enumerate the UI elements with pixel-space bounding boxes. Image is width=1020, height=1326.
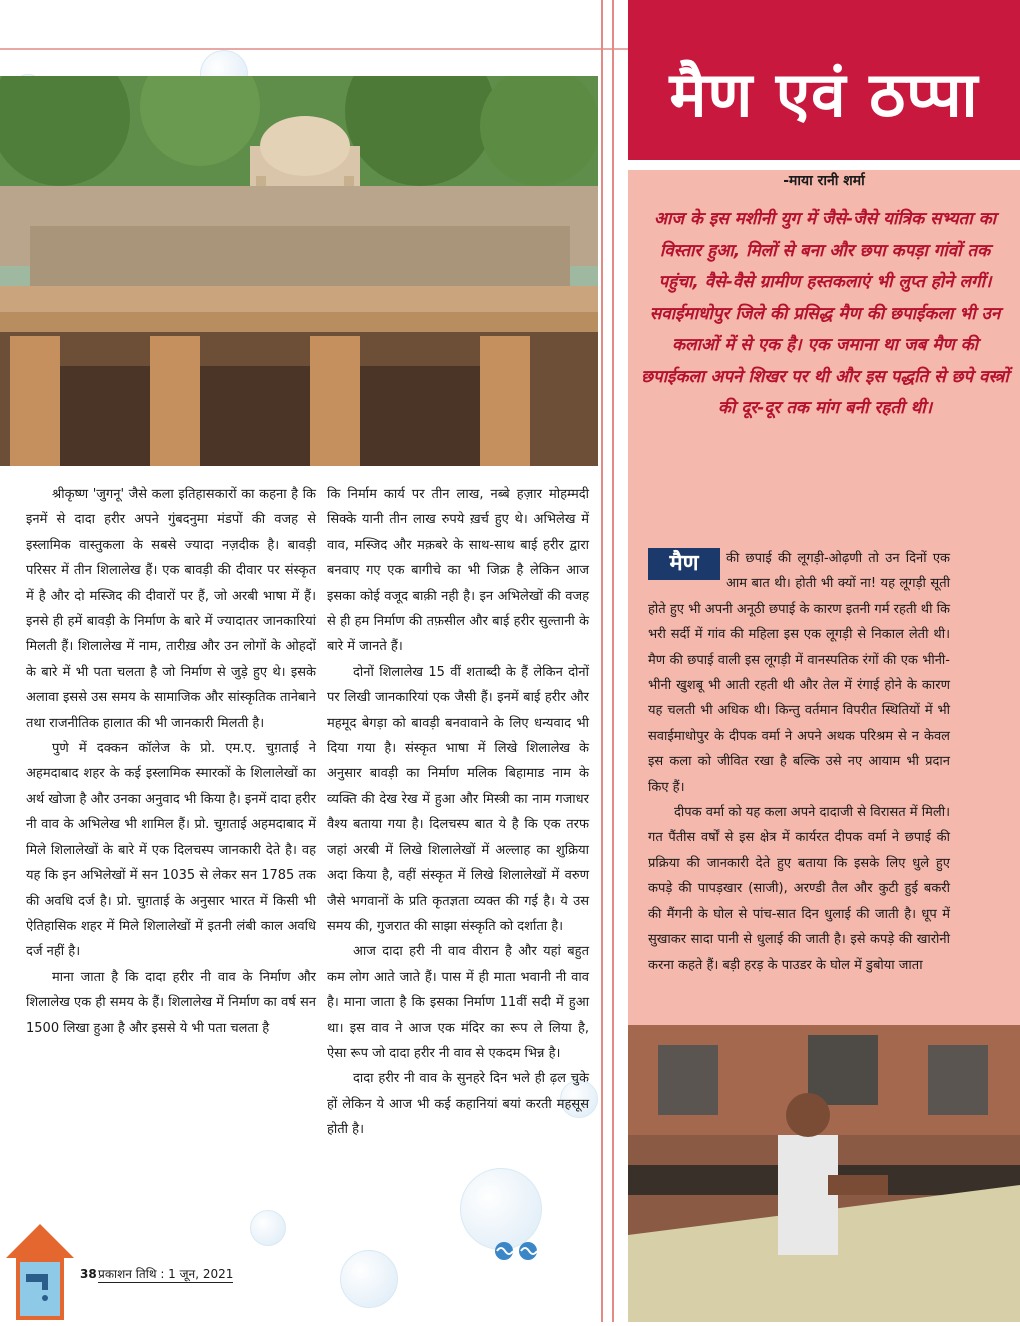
title-band	[628, 0, 1020, 160]
stepwell-photo	[0, 76, 598, 466]
bubble-decoration	[250, 1210, 286, 1246]
middle-column	[327, 482, 589, 1143]
paragraph: आज दादा हरी नी वाव वीरान है और यहां बहुत कम लोग आते जाते हैं। पास में ही माता भवानी नी वाव है। माना जाता है कि इसका निर्माण 11वीं सदी में हुआ था। इस वाव ने आज एक मंदिर का रूप ले लिया है, ऐसा रूप जो दादा हरीर नी वाव से एकदम भिन्न है।	[327, 944, 589, 1061]
bubble-decoration	[340, 1250, 398, 1308]
printing-workshop-photo	[628, 1025, 1020, 1322]
paragraph: पुणे में दक्कन कॉलेज के प्रो. एम.ए. चुग़ताई ने अहमदाबाद शहर के कई इस्लामिक स्मारकों के शिलालेखों का अर्थ खोजा है और उनका अनुवाद भी किया है। इनमें दादा हरीर नी वाव के अभिलेख भी शामिल हैं। प्रो. चुग़ताई अहमदाबाद में मिले शिलालेखों के बारे में एक दिलचस्प जानकारी देते है। वह यह कि इन अभिलेखों में सन 1035 से लेकर सन 1785 तक की अवधि दर्ज है। प्रो. चुग़ताई के अनुसार भारत में किसी भी ऐतिहासिक शहर में मिले शिलालेखों में इतनी लंबी काल अवधि दर्ज नहीं है।	[26, 741, 316, 960]
column-rule-right	[612, 0, 614, 1322]
paragraph: कि निर्माम कार्य पर तीन लाख, नब्बे हज़ार मोहम्मदी सिक्के यानी तीन लाख रुपये ख़र्च हुए थे। अभिलेख में वाव, मस्जिद और मक़बरे के साथ-साथ बाई हरीर द्वारा बनवाए गए एक बागीचे का भी जिक्र है लेकिन आज इसका कोई वजूद बाक़ी नही है। इन अभिलेखों की वजह से ही हम निर्माण की तफ़सील और बाई हरीर सुल्तानी के बारे में जानते हैं।	[327, 487, 589, 655]
left-column	[26, 482, 316, 1041]
paragraph: माना जाता है कि दादा हरीर नी वाव के निर्माण और शिलालेख एक ही समय के हैं। शिलालेख में निर्माण का वर्ष सन 1500 लिखा हुआ है और इससे ये भी पता चलता है	[26, 969, 316, 1036]
drop-word: मैण	[648, 548, 720, 580]
paragraph: दोनों शिलालेख 15 वीं शताब्दी के हैं लेकिन दोनों पर लिखी जानकारियां एक जैसी हैं। इनमें बाई हरीर और महमूद बेगड़ा को बावड़ी बनवावाने के लिए धन्यवाद भी दिया गया है। संस्कृत भाषा में लिखे शिलालेख के अनुसार बावड़ी का निर्माण मलिक बिहामाड नाम के व्यक्ति की देख रेख में हुआ और मिस्त्री का नाम गजाधर वैश्य बताया गया है। दिलचस्प बात ये है कि एक तरफ जहां अरबी में लिखे शिलालेखों में अल्लाह का शुक्रिया अदा किया है, वहीं संस्कृत में लिखे शिलालेखों में वरुण जैसे भगवानों के प्रति कृतज्ञता व्यक्त की गई है। ये उस समय की, गुजरात की साझा संस्कृति को दर्शाता है।	[327, 664, 589, 934]
page-number: 38	[80, 1267, 97, 1281]
column-rule-left	[601, 0, 603, 1322]
paragraph: दादा हरीर नी वाव के सुनहरे दिन भले ही ढ़ल चुके हों लेकिन ये आज भी कई कहानियां बयां करती महसूस होती है।	[327, 1071, 589, 1138]
paragraph-text: की छपाई की लूगड़ी-ओढ़णी तो उन दिनों एक आम बात थी। होती भी क्यों ना! यह लूगड़ी सूती होते हुए भी अपनी अनूठी छपाई के कारण इतनी गर्म रहती थी कि भरी सर्दी में गांव की महिला इस एक लूगड़ी से निकाल लेती थी। मैण की छपाई वाली इस लूगड़ी में वानस्पतिक रंगों की एक भीनी-भीनी खुशबू भी आती रहती थी और तेल में रंगाई होने के कारण यह चलती भी अधिक थी। किन्तु वर्तमान विपरीत स्थितियों में भी सवाईमाधोपुर के दीपक वर्मा ने अपने अथक परिश्रम से न केवल इस कला को जीवित रखा है बल्कि उसे नए आयाम भी प्रदान किए हैं।	[648, 551, 950, 795]
author-byline: -माया रानी शर्मा	[783, 173, 865, 189]
right-column	[648, 546, 950, 978]
paragraph: श्रीकृष्ण 'जुगनू' जैसे कला इतिहासकारों का कहना है कि इनमें से दादा हरीर अपने गुंबदनुमा मंडपों की वजह से इस्लामिक वास्तुकला के सबसे ज्यादा नज़दीक है। बावड़ी परिसर में तीन शिलालेख हैं। एक बावड़ी की दीवार पर संस्कृत में है और दो मस्जिद की दीवारों पर हैं, जो अरबी भाषा में हैं। इनसे ही हमें बावड़ी के निर्माण के बारे में ज्यादातर जानकारियां मिलती हैं। शिलालेख में नाम, तारीख़ और उन लोगों के ओहदों के बारे में भी पता चलता है जो निर्माण से जुड़े हुए थे। इसके अलावा इससे उस समय के सामाजिक और सांस्कृतिक तानेबाने तथा राजनीतिक हालात की भी जानकारी मिलती है।	[26, 487, 316, 731]
bubble-decoration	[460, 1168, 542, 1250]
paragraph: दीपक वर्मा को यह कला अपने दादाजी से विरासत में मिली। गत पैंतीस वर्षों से इस क्षेत्र में कार्यरत दीपक वर्मा ने छपाई की प्रक्रिया की जानकारी देते हुए बताया कि इसके लिए धुले हुए कपड़े की पापड़खार (साजी), अरण्डी तैल और कुटी हुई बकरी की मैंगनी के घोल से पांच-सात दिन धुलाई की जाती है। धूप में सुखाकर सादा पानी से धुलाई की जाती है। इसे कपड़े की खारोनी करना कहते हैं। बड़ी हरड़ के पाउडर के घोल में डुबोया जाता	[648, 805, 950, 973]
paragraph	[648, 546, 950, 800]
end-of-article-icon	[488, 1240, 548, 1262]
intro-paragraph: आज के इस मशीनी युग में जैसे-जैसे यांत्रिक सभ्यता का विस्तार हुआ, मिलों से बना और छपा कपड़ा गांवों तक पहुंचा, वैसे-वैसे ग्रामीण हस्तकलाएं भी लुप्त होने लगीं। सवाईमाधोपुर जिले की प्रसिद्ध मैण की छपाईकला भी उन कलाओं में से एक है। एक जमाना था जब मैण की छपाईकला अपने शिखर पर थी और इस पद्धति से छपे वस्त्रों की दूर-दूर तक मांग बनी रहती थी।	[641, 209, 1009, 418]
house-tap-logo	[4, 1222, 76, 1322]
publication-date: प्रकाशन तिथि : 1 जून, 2021	[98, 1267, 234, 1281]
article-title: मैण एवं ठप्पा	[669, 58, 979, 131]
